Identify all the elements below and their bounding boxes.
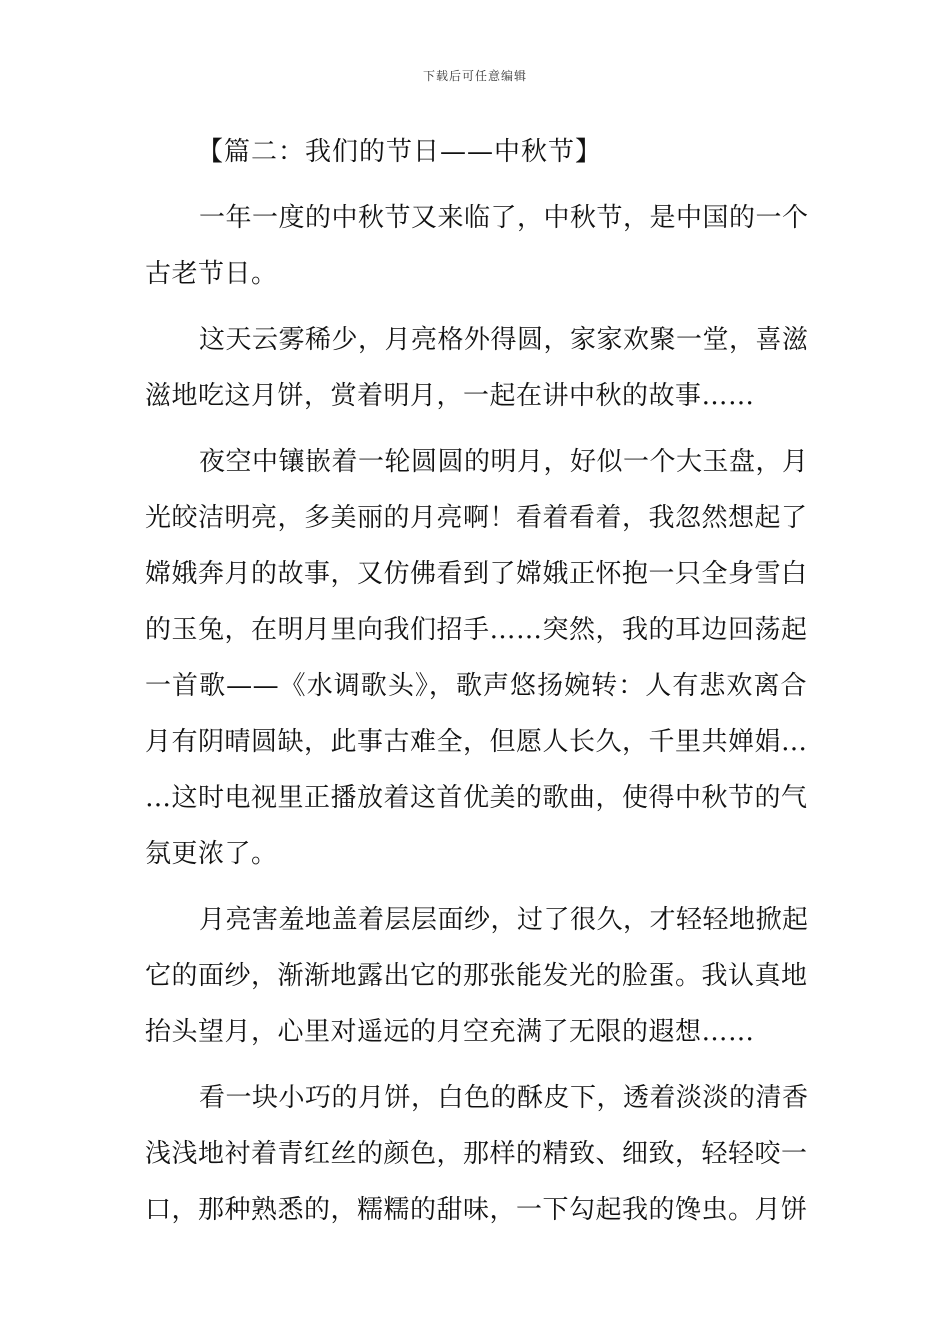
paragraph-line: 嫦娥奔月的故事，又仿佛看到了嫦娥正怀抱一只全身雪白	[145, 559, 808, 589]
paragraph-line: 氛更浓了。	[145, 839, 278, 869]
paragraph-line: 抬头望月，心里对遥远的月空充满了无限的遐想……	[145, 1017, 755, 1047]
paragraph-line: 古老节日。	[145, 259, 278, 289]
paragraph-line: 它的面纱，渐渐地露出它的那张能发光的脸蛋。我认真地	[145, 961, 808, 991]
paragraph-line: 光皎洁明亮，多美丽的月亮啊！看着看着，我忽然想起了	[145, 503, 808, 533]
paragraph-line: 夜空中镶嵌着一轮圆圆的明月，好似一个大玉盘，月	[199, 447, 809, 477]
paragraph-line: 的玉兔，在明月里向我们招手……突然，我的耳边回荡起	[145, 615, 808, 645]
paragraph-line: 浅浅地衬着青红丝的颜色，那样的精致、细致，轻轻咬一	[145, 1139, 808, 1169]
paragraph	[145, 892, 807, 1060]
document-body	[145, 128, 807, 1248]
paragraph-line: 月亮害羞地盖着层层面纱，过了很久，才轻轻地掀起	[199, 905, 809, 935]
paragraph-line: 滋地吃这月饼，赏着明月，一起在讲中秋的故事……	[145, 381, 755, 411]
paragraph	[145, 434, 807, 882]
paragraph-line: 一年一度的中秋节又来临了，中秋节，是中国的一个	[199, 203, 809, 233]
paragraph-line: 一首歌——《水调歌头》，歌声悠扬婉转：人有悲欢离合	[145, 671, 807, 701]
paragraph	[145, 190, 807, 302]
paragraph	[145, 1070, 807, 1238]
paragraph-list	[145, 190, 807, 1238]
paragraph	[145, 312, 807, 424]
paragraph-line: 看一块小巧的月饼，白色的酥皮下，透着淡淡的清香	[199, 1083, 809, 1113]
paragraph-line: 这天云雾稀少，月亮格外得圆，家家欢聚一堂，喜滋	[199, 325, 809, 355]
page-header-note: 下载后可任意编辑	[422, 69, 527, 83]
paragraph-line: 月有阴晴圆缺，此事古难全，但愿人长久，千里共婵娟…	[145, 727, 808, 757]
paragraph-line: 口，那种熟悉的，糯糯的甜味，一下勾起我的馋虫。月饼	[145, 1195, 808, 1225]
document-title: 【篇二：我们的节日——中秋节】	[197, 137, 603, 167]
paragraph-line: …这时电视里正播放着这首优美的歌曲，使得中秋节的气	[145, 783, 808, 813]
